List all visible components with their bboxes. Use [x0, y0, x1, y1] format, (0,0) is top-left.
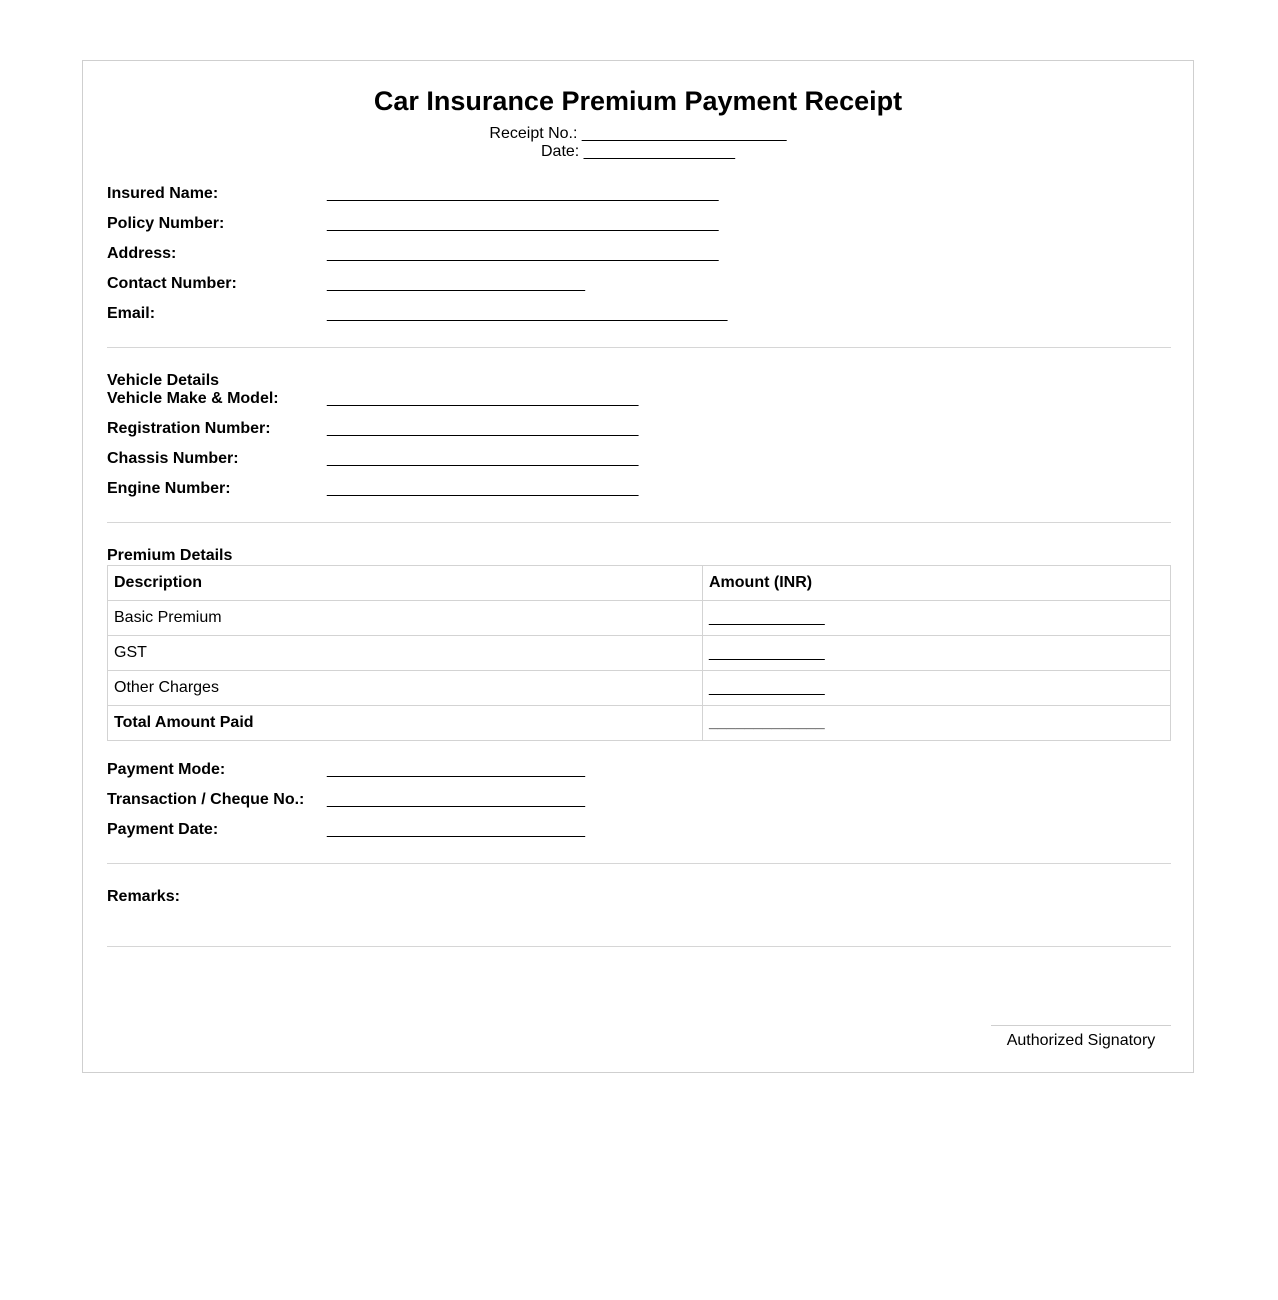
payment-mode-field[interactable]: _____________________________: [327, 761, 586, 778]
date-field[interactable]: _________________: [583, 143, 735, 160]
registration-number-label: Registration Number:: [107, 420, 271, 437]
row-description: Basic Premium: [108, 601, 703, 636]
remarks-label: Remarks:: [107, 888, 180, 905]
transaction-number-field[interactable]: _____________________________: [327, 791, 586, 808]
registration-number-field[interactable]: ___________________________________: [327, 420, 639, 437]
engine-number-label: Engine Number:: [107, 480, 231, 497]
table-header-row: [108, 566, 1171, 601]
remarks-divider: [107, 946, 1171, 947]
insured-name-field[interactable]: ____________________________________________: [327, 185, 719, 202]
chassis-number-field[interactable]: ___________________________________: [327, 450, 639, 467]
chassis-number-label: Chassis Number:: [107, 450, 239, 467]
vehicle-details-heading: Vehicle Details: [107, 372, 220, 389]
email-field[interactable]: _____________________________________________: [327, 305, 728, 322]
address-label: Address:: [107, 245, 177, 262]
total-amount-field[interactable]: _____________: [709, 714, 825, 731]
table-row: [108, 671, 1171, 706]
vehicle-make-model-field[interactable]: ___________________________________: [327, 390, 639, 407]
other-charges-amount-field[interactable]: _____________: [709, 679, 825, 696]
row-description-total: Total Amount Paid: [108, 706, 703, 741]
receipt-document: [82, 60, 1194, 1073]
receipt-number-row: [83, 125, 1193, 143]
policy-number-field[interactable]: ____________________________________________: [327, 215, 719, 232]
contact-number-field[interactable]: _____________________________: [327, 275, 586, 292]
vehicle-make-model-label: Vehicle Make & Model:: [107, 390, 279, 407]
premium-table: [107, 565, 1171, 741]
table-row: [108, 636, 1171, 671]
payment-date-label: Payment Date:: [107, 821, 219, 838]
transaction-number-label: Transaction / Cheque No.:: [107, 791, 305, 808]
authorized-signatory-label: Authorized Signatory: [1006, 1032, 1156, 1049]
signature-line: [991, 1025, 1171, 1026]
table-row: [108, 601, 1171, 636]
page-title: Car Insurance Premium Payment Receipt: [373, 86, 903, 116]
address-field[interactable]: ____________________________________________: [327, 245, 719, 262]
engine-number-field[interactable]: ___________________________________: [327, 480, 639, 497]
insured-name-label: Insured Name:: [107, 185, 219, 202]
gst-amount-field[interactable]: _____________: [709, 644, 825, 661]
row-description: Other Charges: [108, 671, 703, 706]
divider: [107, 347, 1171, 348]
divider: [107, 522, 1171, 523]
email-label: Email:: [107, 305, 156, 322]
date-row: [83, 143, 1193, 161]
receipt-number-field[interactable]: _______________________: [581, 125, 787, 142]
table-row-total: [108, 706, 1171, 741]
premium-details-heading: Premium Details: [107, 547, 233, 564]
payment-date-field[interactable]: _____________________________: [327, 821, 586, 838]
policy-number-label: Policy Number:: [107, 215, 225, 232]
column-header-description: Description: [108, 566, 703, 601]
receipt-number-label: Receipt No.:: [489, 125, 578, 142]
divider: [107, 863, 1171, 864]
row-description: GST: [108, 636, 703, 671]
payment-mode-label: Payment Mode:: [107, 761, 226, 778]
column-header-amount: Amount (INR): [703, 566, 1171, 601]
date-label: Date:: [541, 143, 580, 160]
basic-premium-amount-field[interactable]: _____________: [709, 609, 825, 626]
contact-number-label: Contact Number:: [107, 275, 237, 292]
